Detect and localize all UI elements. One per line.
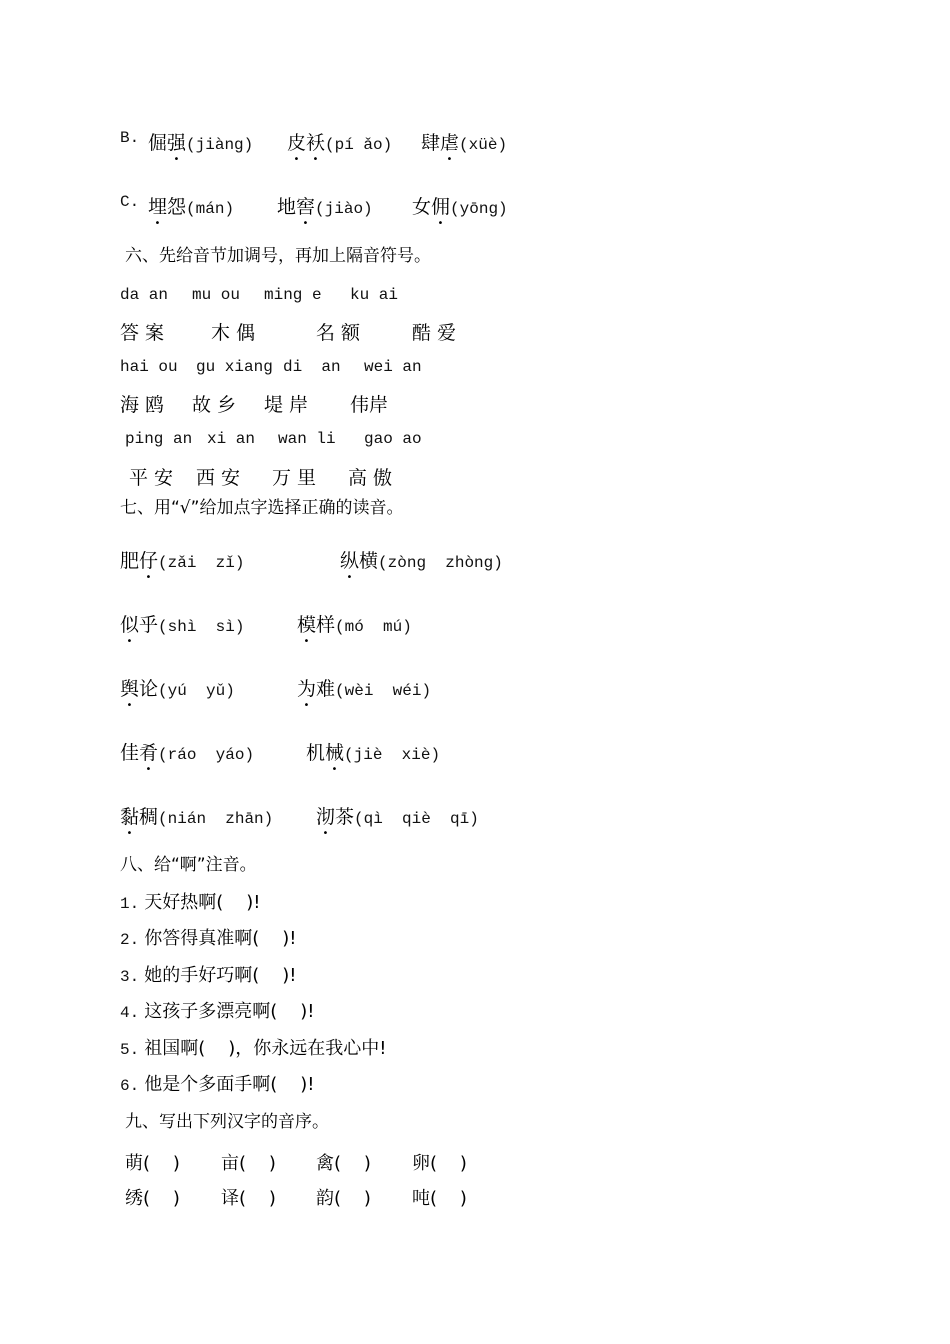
- exercise-item: [120, 1003, 314, 1021]
- item-text: 天好热啊( )!: [144, 892, 261, 913]
- dotted-hanzi: 肴: [139, 742, 159, 764]
- hanzi: 平 安: [129, 467, 174, 489]
- hanzi-blank: 萌( ): [125, 1153, 180, 1174]
- pinyin-options: (ráo yáo): [158, 746, 255, 764]
- hanzi: 样: [316, 614, 336, 636]
- hanzi: 茶: [335, 806, 355, 828]
- pinyin: ming e: [264, 286, 322, 304]
- word-choice-item: [316, 802, 479, 839]
- pinyin: hai ou: [120, 358, 178, 376]
- dotted-hanzi: 沏: [316, 806, 336, 828]
- item-text: 他是个多面手啊( )!: [144, 1074, 315, 1095]
- section-6-title: 六、先给音节加调号，再加上隔音符号。: [125, 246, 431, 266]
- pinyin-options: (nián zhān): [158, 810, 274, 828]
- option-label: C.: [120, 193, 140, 211]
- word-choice-item: [120, 610, 244, 647]
- hanzi: 高 傲: [348, 467, 393, 489]
- pinyin: gu xiang: [196, 358, 273, 376]
- word-item: 地窖(jiào): [277, 196, 373, 218]
- hanzi: 酷 爱: [412, 322, 457, 344]
- word-choice-item: [297, 674, 431, 711]
- hanzi: 故 乡: [192, 394, 237, 416]
- pinyin-options: (yú yǔ): [158, 682, 235, 700]
- dotted-hanzi: 黏: [120, 806, 140, 828]
- word-choice-item: [120, 802, 273, 839]
- word-item: 女佣(yōng): [412, 196, 508, 218]
- hanzi-blank: 吨( ): [412, 1188, 467, 1209]
- pinyin: ping an: [125, 430, 193, 448]
- hanzi: 横: [359, 550, 379, 572]
- item-number: 4.: [120, 1004, 140, 1022]
- word-choice-item: [120, 674, 235, 711]
- exercise-item: [120, 1076, 314, 1094]
- hanzi: 佳: [120, 742, 140, 764]
- pinyin: xi an: [207, 430, 256, 448]
- section-9-title: 九、写出下列汉字的音序。: [125, 1112, 329, 1132]
- pinyin: da an: [120, 286, 169, 304]
- hanzi: 乎: [139, 614, 159, 636]
- hanzi: 海 鸥: [120, 394, 165, 416]
- option-label: B.: [120, 129, 140, 147]
- item-number: 6.: [120, 1077, 140, 1095]
- word-choice-item: [120, 546, 244, 583]
- hanzi: 肥: [120, 550, 140, 572]
- item-number: 3.: [120, 968, 140, 986]
- item-number: 5.: [120, 1041, 140, 1059]
- pinyin-options: (zòng zhòng): [378, 554, 503, 572]
- section-7-title: 七、用“√”给加点字选择正确的读音。: [120, 498, 404, 518]
- pinyin-options: (wèi wéi): [335, 682, 432, 700]
- hanzi-blank: 卵( ): [412, 1153, 467, 1174]
- hanzi-blank: 译( ): [221, 1188, 276, 1209]
- word-choice-item: [340, 546, 503, 583]
- pinyin-options: (jiè xiè): [344, 746, 441, 764]
- item-number: 2.: [120, 931, 140, 949]
- pinyin-options: (mó mú): [335, 618, 412, 636]
- hanzi: 论: [139, 678, 159, 700]
- word-choice-item: [297, 610, 412, 647]
- hanzi: 名 额: [316, 322, 361, 344]
- item-text: 她的手好巧啊( )!: [144, 965, 297, 986]
- hanzi: 万 里: [272, 467, 317, 489]
- dotted-hanzi: 似: [120, 614, 140, 636]
- word-choice-item: [120, 738, 254, 775]
- dotted-hanzi: 舆: [120, 678, 140, 700]
- pinyin: mu ou: [192, 286, 241, 304]
- pinyin: di an: [283, 358, 341, 376]
- hanzi: 稠: [139, 806, 159, 828]
- dotted-hanzi: 仔: [139, 550, 159, 572]
- word-item: 肆虐(xüè): [421, 132, 508, 154]
- hanzi: 答 案: [120, 322, 165, 344]
- exercise-item: [120, 1040, 386, 1058]
- exercise-item: [120, 967, 296, 985]
- hanzi: 木 偶: [211, 322, 256, 344]
- word-choice-item: [306, 738, 440, 775]
- section-8-title: 八、给“啊”注音。: [120, 855, 257, 875]
- word-item: 埋怨(mán): [148, 196, 235, 218]
- dotted-hanzi: 纵: [340, 550, 360, 572]
- word-item: 倔强(jiàng): [148, 132, 254, 154]
- hanzi: 难: [316, 678, 336, 700]
- item-number: 1.: [120, 895, 140, 913]
- hanzi: 伟岸: [350, 394, 389, 416]
- pinyin: gao ao: [364, 430, 422, 448]
- hanzi: 堤 岸: [264, 394, 309, 416]
- exercise-item: [120, 930, 296, 948]
- hanzi: 机: [306, 742, 326, 764]
- pinyin: ku ai: [350, 286, 399, 304]
- exercise-item: [120, 894, 260, 912]
- word-item: 皮袄(pí ǎo): [287, 132, 393, 154]
- pinyin-options: (qì qiè qī): [354, 810, 479, 828]
- dotted-hanzi: 模: [297, 614, 317, 636]
- pinyin-options: (zǎi zǐ): [158, 554, 245, 572]
- item-text: 祖国啊( )，你永远在我心中!: [144, 1038, 387, 1059]
- dotted-hanzi: 械: [325, 742, 345, 764]
- pinyin: wei an: [364, 358, 422, 376]
- dotted-hanzi: 为: [297, 678, 317, 700]
- hanzi-blank: 禽( ): [316, 1153, 371, 1174]
- pinyin: wan li: [278, 430, 336, 448]
- hanzi-blank: 韵( ): [316, 1188, 371, 1209]
- item-text: 这孩子多漂亮啊( )!: [144, 1001, 315, 1022]
- hanzi: 西 安: [196, 467, 241, 489]
- pinyin-options: (shì sì): [158, 618, 245, 636]
- hanzi-blank: 亩( ): [221, 1153, 276, 1174]
- hanzi-blank: 绣( ): [125, 1188, 180, 1209]
- item-text: 你答得真准啊( )!: [144, 928, 297, 949]
